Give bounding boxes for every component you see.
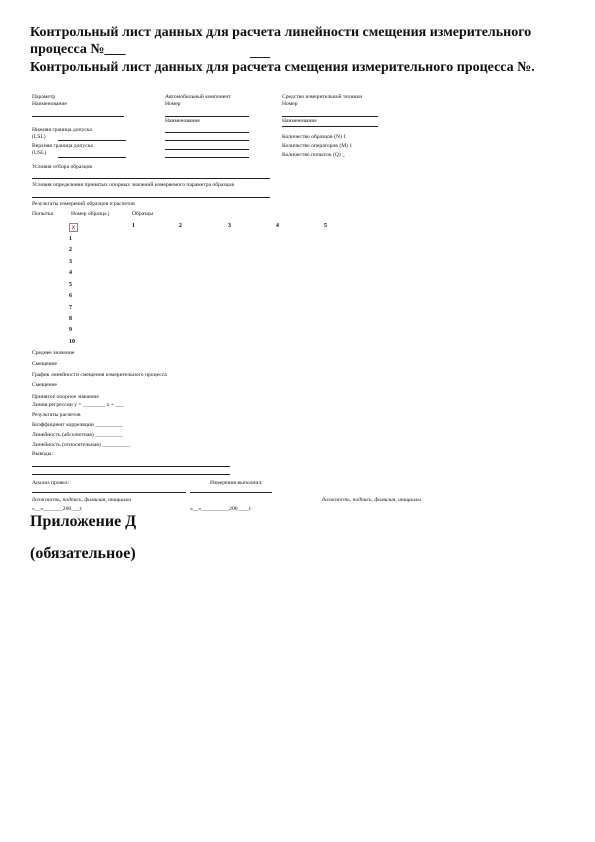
column-header-1: 1 xyxy=(132,223,135,229)
lsl-abbr: (LSL) xyxy=(32,134,46,140)
reference-conditions: Условия определения принятых опорных значений измеряемого параметра образцов xyxy=(32,182,234,188)
component-number-line xyxy=(165,116,249,117)
reference-value-label: Принятое опорное значение xyxy=(32,394,99,400)
measured-signature-line xyxy=(190,492,272,493)
component-line-4 xyxy=(165,157,249,158)
sampling-line xyxy=(32,178,270,179)
row-label-5: 5 xyxy=(69,282,72,288)
component-line-1 xyxy=(165,132,249,133)
column-header-5: 5 xyxy=(324,223,327,229)
appendix-title: Приложение Д xyxy=(30,513,137,530)
operator-count: Количество операторов (М) 1 xyxy=(282,143,353,149)
sample-count: Количество образцов (N) 1 xyxy=(282,134,347,140)
sampling-conditions: Условия отбора образцов xyxy=(32,164,93,170)
usl-abbr: (USL) xyxy=(32,150,47,156)
linearity-relative-label: Линейность (относительная) __________ xyxy=(32,442,131,448)
correlation-label: Коэффициент корреляции __________ xyxy=(32,422,124,428)
sample-number-header: Номер образца j xyxy=(71,211,110,217)
analysis-date: «__»_______200___г. xyxy=(32,506,83,512)
appendix-note: (обязательное) xyxy=(30,545,136,562)
instrument-label: Средство измерительной техники xyxy=(282,94,363,100)
measured-label: Измерения выполнил: xyxy=(210,480,263,486)
reference-line xyxy=(32,197,270,198)
title-blank-line xyxy=(250,57,270,58)
row-label-2: 2 xyxy=(69,247,72,253)
row-label-10: 10 xyxy=(69,339,75,345)
component-label: Автомобильный компонент xyxy=(165,94,231,100)
close-icon: x xyxy=(69,223,78,232)
parameter-name-line xyxy=(32,116,124,117)
samples-header: Образцы xyxy=(132,211,154,217)
mean-value-label: Среднее значение xyxy=(32,350,75,356)
column-header-2: 2 xyxy=(179,223,182,229)
measured-signature-caption: должность, подпись, фамилия, инициалы xyxy=(322,497,422,503)
analysis-label: Анализ провел: xyxy=(32,480,69,486)
results-heading: Результаты измерений образцов и расчетов xyxy=(32,201,135,207)
instrument-name-line xyxy=(282,126,378,127)
conclusions-line-1 xyxy=(32,466,230,467)
row-label-8: 8 xyxy=(69,316,72,322)
component-line-2 xyxy=(165,140,249,141)
usl-line xyxy=(58,157,126,158)
component-name-label: Наименование xyxy=(165,118,200,124)
linearity-absolute-label: Линейность (абсолютная) __________ xyxy=(32,432,124,438)
instrument-number-label: Номер xyxy=(282,101,298,107)
row-label-1: 1 xyxy=(69,236,72,242)
document-subtitle: Контрольный лист данных для расчета смещения измерительного процесса №. xyxy=(30,60,535,75)
lsl-label: Нижняя граница допуска xyxy=(32,127,92,133)
measured-date: «__»__________200____г. xyxy=(190,506,252,512)
bias-label: Смещение xyxy=(32,361,58,367)
usl-label: Верхняя граница допуска xyxy=(32,143,93,149)
instrument-number-line xyxy=(282,116,378,117)
analysis-signature-caption: должность, подпись, фамилия, инициалы xyxy=(32,497,132,503)
conclusions-label: Выводы: xyxy=(32,451,53,457)
row-label-7: 7 xyxy=(69,305,72,311)
component-number-label: Номер xyxy=(165,101,181,107)
analysis-signature-line xyxy=(32,492,186,493)
row-label-6: 6 xyxy=(69,293,72,299)
calc-results-label: Результаты расчетов xyxy=(32,412,81,418)
parameter-label: Параметр xyxy=(32,94,56,100)
regression-line-label: Линия регрессии y = ________ x + ___ xyxy=(32,402,124,408)
row-label-9: 9 xyxy=(69,327,72,333)
row-label-4: 4 xyxy=(69,270,72,276)
conclusions-line-2 xyxy=(32,474,230,475)
instrument-name-label: Наименование xyxy=(282,118,317,124)
component-line-3 xyxy=(165,149,249,150)
row-label-3: 3 xyxy=(69,259,72,265)
bias-axis-label: Смещение xyxy=(32,382,58,388)
linearity-graph-label: График линейности смещения измерительного процесса xyxy=(32,372,167,378)
attempt-header: Попытка xyxy=(32,211,54,217)
attempt-count: Количество попыток (Q) _ xyxy=(282,152,345,158)
document-title: Контрольный лист данных для расчета линейности смещения измерительного процесса №___ xyxy=(30,25,532,57)
parameter-name-label: Наименование xyxy=(32,101,67,107)
column-header-3: 3 xyxy=(228,223,231,229)
column-header-4: 4 xyxy=(276,223,279,229)
lsl-line xyxy=(58,140,126,141)
